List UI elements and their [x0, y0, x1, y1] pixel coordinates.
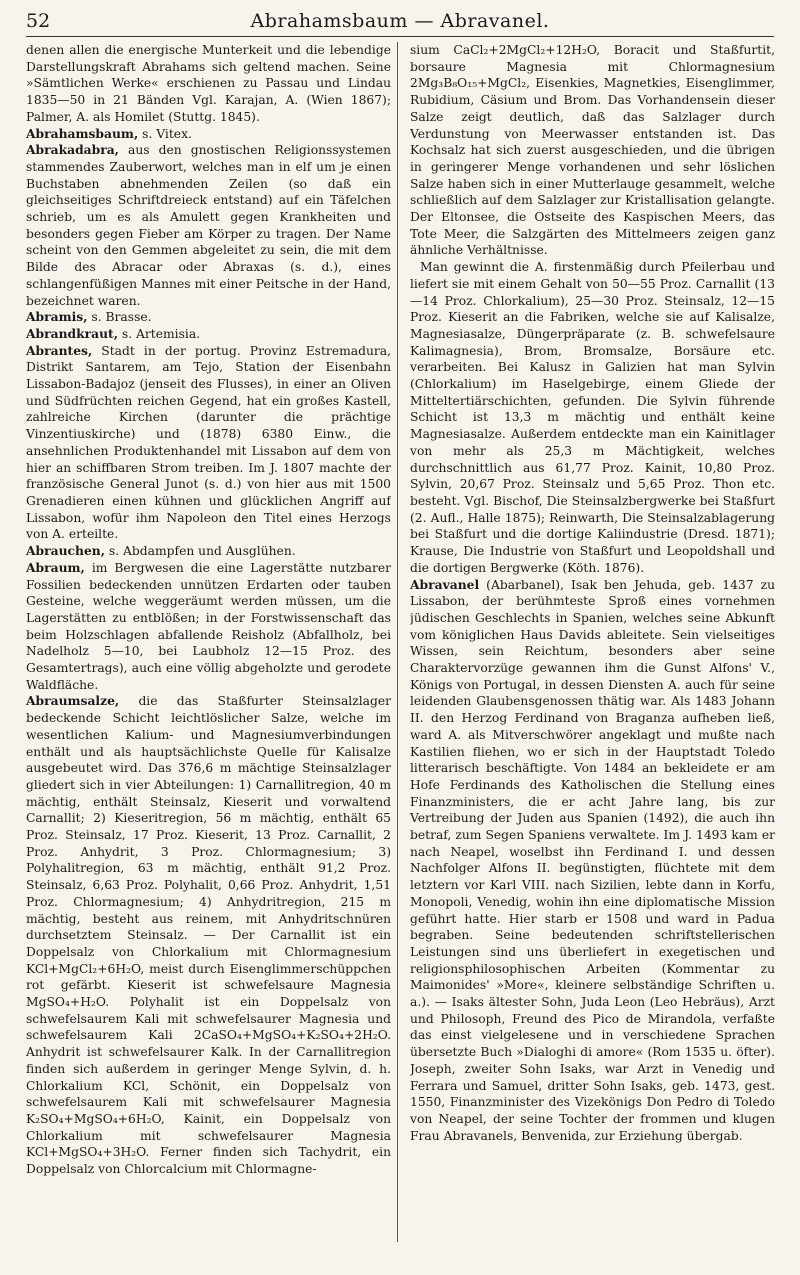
dictionary-entry — [26, 343, 391, 543]
entry-text: aus den gnostischen Religionssystemen stammendes Zauberwort, welches man in elf um je einen Buchstaben abnehmenden Zeilen (so daß ein gleichseitiges Schriftdreieck entstand) auf ein Täfelchen schrieb, um es als Amulett gegen Krankheiten und besonders gegen Fieber am Körper zu tragen. Der Name scheint von den Gemmen abgeleitet zu sein, die mit dem Bilde des Abracar oder Abraxas (s. d.), eines schlangenfüßigen Mannes mit einer Peitsche in der Hand, bezeichnet waren. — [26, 143, 391, 308]
entry-headword: Abravanel — [410, 576, 480, 592]
entry-text: s. Vitex. — [138, 126, 192, 141]
entry-text: (Abarbanel), Isak ben Jehuda, geb. 1437 zu Lissabon, der berühmteste Sproß eines vornehmen jüdischen Geschlechts in Spanien, welches seine Abkunft vom königlichen Haus Davids ableitete. Sein vielseitiges Wissen, sein Reichtum, besonders aber seine Charaktervorzüge gewannen ihm die Gunst Alfons' V., Königs von Portugal, in dessen Diensten A. auch für seine leidenden Glaubensgenossen thätig war. Als 1483 Johann II. den Herzog Ferdinand von Braganza aufheben ließ, ward A. als Mitverschwörer angeklagt und mußte nach Kastilien fliehen, wo er sich in der Hauptstadt Toledo litterarisch beschäftigte. Von 1484 an bekleidete er am Hofe Ferdinands des Katholischen die Stellung eines Finanzministers, die er acht Jahre lang, bis zur Vertreibung der Juden aus Spanien (1492), die auch ihn betraf, zum Segen Spaniens verwaltete. Im J. 1493 kam er nach Neapel, woselbst ihn Ferdinand I. und dessen Nachfolger Alfons II. begünstigten, flüchtete mit dem letztern vor Karl VIII. nach Sizilien, lebte dann in Korfu, Monopoli, Venedig, wohin ihn eine diplomatische Mission geführt hatte. Hier starb er 1508 und ward in Padua begraben. Seine bedeutenden schriftstellerischen Leistungen sind uns überliefert in exegetischen und religionsphilosophischen Arbeiten (Kommentar zu Maimonides' »More«, kleinere selbständige Schriften u. a.). — Isaks ältester Sohn, Juda Leon (Leo Hebräus), Arzt und Philosoph, Freund des Pico de Mirandola, verfaßte das einst vielgelesene und in verschiedene Sprachen übersetzte Buch »Dialoghi di amore« (Rom 1535 u. öfter). Joseph, zweiter Sohn Isaks, war Arzt in Venedig und Ferrara und Samuel, dritter Sohn Isaks, geb. 1473, gest. 1550, Finanzminister des Vizekönigs Don Pedro di Toledo von Neapel, der seine Tochter der frommen und klugen Frau Abravanels, Benvenida, zur Erziehung übergab. — [410, 577, 775, 1143]
paragraph: Man gewinnt die A. firstenmäßig durch Pfeilerbau und liefert sie mit einem Gehalt von 50—55 Proz. Carnallit (13—14 Proz. Chlorkalium), 25—30 Proz. Steinsalz, 12—15 Proz. Kieserit an die Fabriken, welche sie auf Kalisalze, Magnesiasalze, Düngerpräparate (z. B. schwefelsaure Kalimagnesia), Brom, Bromsalze, Borsäure etc. verarbeiten. Bei Kalusz in Galizien hat man Sylvin (Chlorkalium) im Haselgebirge, einem Gliede der Mitteltertiärschichten, gefunden. Die Sylvin führende Schicht ist 13,3 m mächtig und enthält keine Magnesiasalze. Außerdem entdeckte man ein Kainitlager von mehr als 25,3 m Mächtigkeit, welches durchschnittlich aus 61,77 Proz. Kainit, 10,80 Proz. Sylvin, 20,67 Proz. Steinsalz und 5,65 Proz. Thon etc. besteht. Vgl. Bischof, Die Steinsalzbergwerke bei Staßfurt (2. Aufl., Halle 1875); Reinwarth, Die Steinsalzablagerung bei Staßfurt und die dortige Kaliindustrie (Dresd. 1871); Krause, Die Industrie von Staßfurt und Leopoldshall und die dortigen Bergwerke (Köth. 1876). — [410, 260, 775, 575]
dictionary-entry — [26, 126, 391, 143]
continued-paragraph: denen allen die energische Munterkeit und die lebendige Darstellungskraft Abrahams sich geltend machen. Seine »Sämtlichen Werke« erschienen zu Passau und Lindau 1835—50 in 21 Bänden Vgl. Karajan, A. (Wien 1867); Palmer, A. als Homilet (Stuttg. 1845). — [26, 43, 391, 124]
entry-text: s. Brasse. — [87, 310, 152, 325]
entry-headword: Abraumsalze, — [26, 693, 120, 709]
entry-headword: Abrantes, — [26, 342, 93, 358]
dictionary-entry — [26, 326, 391, 343]
dictionary-entry — [26, 560, 391, 694]
entry-headword: Abraum, — [26, 559, 85, 575]
entry-headword: Abrauchen, — [26, 543, 105, 559]
entry-text: s. Artemisia. — [118, 326, 201, 341]
left-column — [26, 42, 391, 1247]
dictionary-entry — [26, 309, 391, 326]
entry-headword: Abrahamsbaum, — [26, 125, 139, 141]
entry-text: s. Abdampfen und Ausglühen. — [105, 544, 296, 559]
entry-text: Stadt in der portug. Provinz Estremadura, Distrikt Santarem, am Tejo, Station der Eisenbahn Lissabon-Badajoz (jenseit des Flusses), in einer an Oliven und Südfrüchten reichen Gegend, hat ein großes Kastell, zahlreiche Kirchen (darunter die prächtige Vinzentiuskirche) und (1878) 6380 Einw., die ansehnlichen Produktenhandel mit Lissabon auf dem von hier an schiffbaren Strom treiben. Im J. 1807 machte der französische General Junot (s. d.) von hier aus mit 1500 Grenadieren einen kühnen und glücklichen Angriff auf Lissabon, wofür ihm Napoleon den Titel eines Herzogs von A. erteilte. — [26, 343, 391, 542]
continued-paragraph: sium CaCl₂+2MgCl₂+12H₂O, Boracit und Staßfurtit, borsaure Magnesia mit Chlormagnesium 2Mg₃B₈O₁₅+MgCl₂, Eisenkies, Magnetkies, Eisenglimmer, Rubidium, Cäsium und Brom. Das Vorhandensein dieser Salze zeigt deutlich, daß das Salzlager durch Verdunstung von Meerwasser entstanden ist. Das Kochsalz hat sich zuerst ausgeschieden, und die übrigen in geringerer Menge vorhandenen und sehr löslichen Salze haben sich in einer Mutterlauge gesammelt, welche schließlich auf dem Salzlager zur Kristallisation gelangte. Der Eltonsee, die Ostseite des Kaspischen Meers, das Tote Meer, die Salzgärten des Mittelmeers zeigen ganz ähnliche Verhältnisse. — [410, 43, 775, 258]
entry-headword: Abramis, — [26, 309, 88, 325]
page-number: 52 — [26, 10, 51, 32]
column-divider — [397, 42, 398, 1242]
entry-text: die das Staßfurter Steinsalzlager bedeckende Schicht leichtlöslicher Salze, welche im wesentlichen Kalium- und Magnesiumverbindungen enthält und als hauptsächlichste Quelle für Kalisalze ausgebeutet wird. Das 376,6 m mächtige Steinsalzlager gliedert sich in vier Abteilungen: 1) Carnallitregion, 40 m mächtig, enthält Steinsalz, Kieserit und vorwaltend Carnallit; 2) Kieseritregion, 56 m mächtig, enthält 65 Proz. Steinsalz, 17 Proz. Kieserit, 13 Proz. Carnallit, 2 Proz. Anhydrit, 3 Proz. Chlormagnesium; 3) Polyhalitregion, 63 m mächtig, enthält 91,2 Proz. Steinsalz, 6,63 Proz. Polyhalit, 0,66 Proz. Anhydrit, 1,51 Proz. Chlormagnesium; 4) Anhydritregion, 215 m mächtig, besteht aus reinem, mit Anhydritschnüren durchsetztem Steinsalz. — Der Carnallit ist ein Doppelsalz von Chlorkalium mit Chlormagnesium KCl+MgCl₂+6H₂O, meist durch Eisenglimmerschüppchen rot gefärbt. Kieserit ist schwefelsaure Magnesia MgSO₄+H₂O. Polyhalit ist ein Doppelsalz von schwefelsaurem Kali mit schwefelsaurer Magnesia und schwefelsaurem Kali 2CaSO₄+MgSO₄+K₂SO₄+2H₂O. Anhydrit ist schwefelsaurer Kalk. In der Carnallitregion finden sich außerdem in geringer Menge Sylvin, d. h. Chlorkalium KCl, Schönit, ein Doppelsalz von schwefelsaurem Kali mit schwefelsaurer Magnesia K₂SO₄+MgSO₄+6H₂O, Kainit, ein Doppelsalz von Chlorkalium mit schwefelsaurer Magnesia KCl+MgSO₄+3H₂O. Ferner finden sich Tachydrit, ein Doppelsalz von Chlorcalcium mit Chlormagne- — [26, 694, 391, 1177]
page-header — [26, 10, 774, 37]
dictionary-entry — [410, 577, 775, 1145]
dictionary-entry — [26, 693, 391, 1177]
entry-headword: Abrandkraut, — [26, 325, 118, 341]
entry-headword: Abrakadabra, — [26, 142, 119, 158]
dictionary-entry — [26, 543, 391, 560]
running-head: Abrahamsbaum — Abravanel. — [250, 10, 550, 32]
entry-text: im Bergwesen die eine Lagerstätte nutzbarer Fossilien bedeckenden unnützen Erdarten oder tauben Gesteine, welche weggeräumt werden müssen, um die Lagerstätten zu entblößen; in der Forstwissenschaft das beim Holzschlagen abfallende Reisholz (Abfallholz, bei Nadelholz 5—10, bei Laubholz 12—15 Proz. des Gesamtertrags), auch eine völlig abgeholzte und gerodete Waldfläche. — [26, 560, 391, 692]
dictionary-entry — [26, 142, 391, 309]
right-column — [410, 42, 775, 1247]
